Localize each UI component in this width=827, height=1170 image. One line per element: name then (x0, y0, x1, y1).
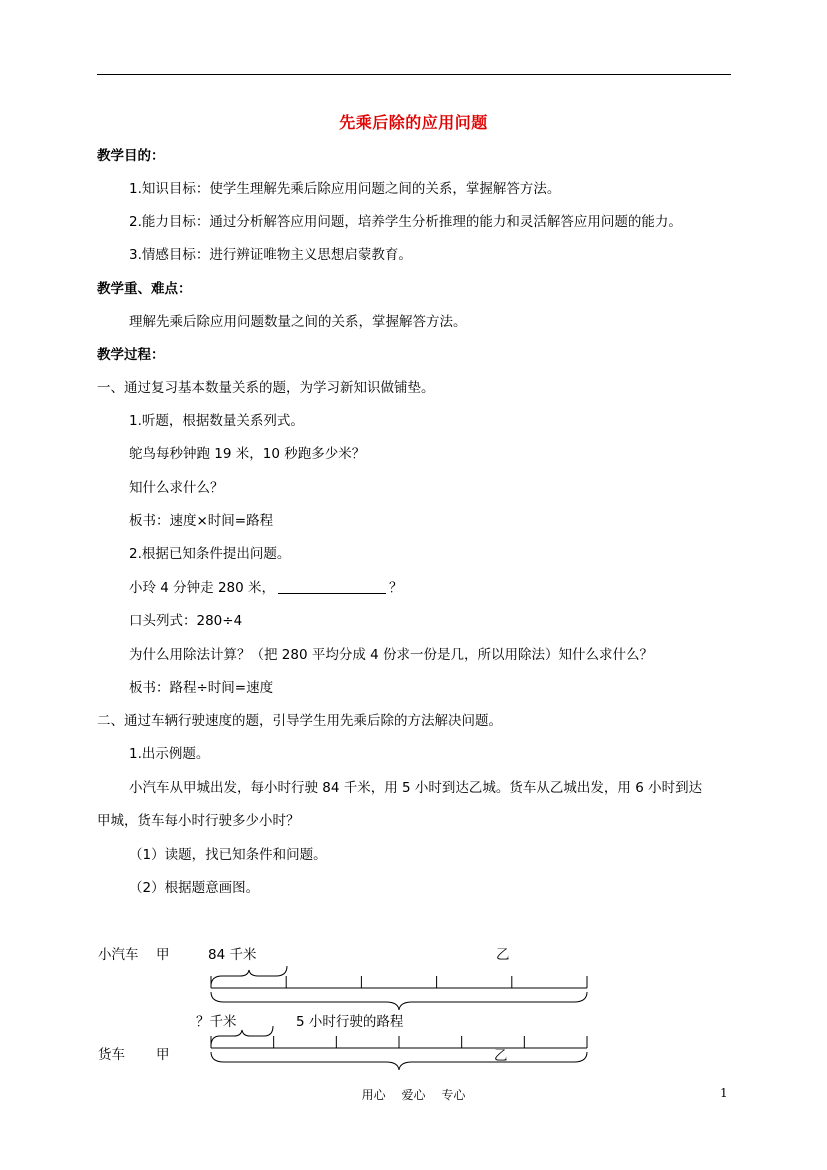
part1-why: 为什么用除法计算？（把 280 平均分成 4 份求一份是几，所以用除法）知什么求什么？ (129, 647, 654, 663)
part1-oral: 口头列式：280÷4 (129, 613, 243, 629)
car-total-brace (211, 992, 587, 1010)
page-title: 先乘后除的应用问题 (339, 113, 488, 132)
part1-heading: 一、通过复习基本数量关系的题，为学习新知识做铺垫。 (97, 380, 435, 396)
part2-step1: 1.出示例题。 (129, 746, 210, 762)
goal-heading: 教学目的： (97, 148, 165, 164)
car-segment-label: 84 千米 (208, 947, 257, 963)
part1-step2: 2.根据已知条件提出问题。 (129, 546, 291, 562)
truck-label: 货车 (98, 1047, 125, 1063)
truck-total-brace (211, 1052, 587, 1070)
part2-example-line1: 小汽车从甲城出发，每小时行驶 84 千米，用 5 小时到达乙城。货车从乙城出发，用 6 小时到达 (129, 780, 703, 796)
total-distance-label: 5 小时行驶的路程 (296, 1014, 404, 1030)
question2-text: 小玲 4 分钟走 280 米， (129, 580, 276, 596)
car-start-label: 甲 (156, 947, 170, 963)
part1-ask: 知什么求什么？ (129, 480, 224, 496)
car-end-label: 乙 (496, 947, 510, 963)
goal-ability: 2.能力目标：通过分析解答应用问题，培养学生分析推理的能力和灵活解答应用问题的能力。 (129, 214, 682, 230)
goal-emotion: 3.情感目标：进行辨证唯物主义思想启蒙教育。 (129, 247, 412, 263)
part2-substep1: （1）读题，找已知条件和问题。 (129, 847, 327, 863)
part1-step1: 1.听题，根据数量关系列式。 (129, 413, 304, 429)
truck-start-label: 甲 (156, 1047, 170, 1063)
footer-word-3: 专心 (441, 1088, 466, 1102)
truck-ticks (211, 1036, 587, 1048)
part2-heading: 二、通过车辆行驶速度的题，引导学生用先乘后除的方法解决问题。 (97, 713, 502, 729)
footer-word-2: 爱心 (401, 1088, 426, 1102)
truck-end-label: 乙 (494, 1048, 508, 1064)
process-heading: 教学过程： (97, 347, 165, 363)
car-ticks (211, 976, 587, 988)
part1-board2: 板书：路程÷时间=速度 (129, 680, 274, 696)
part1-board: 板书：速度×时间=路程 (129, 513, 274, 529)
question2-mark: ？ (389, 580, 403, 596)
part1-question: 鸵鸟每秒钟跑 19 米，10 秒跑多少米？ (129, 446, 366, 462)
part2-example-line2: 甲城，货车每小时行驶多少小时？ (97, 813, 300, 829)
truck-segment-brace (211, 1026, 273, 1046)
car-label: 小汽车 (98, 947, 139, 963)
car-segment-brace (211, 966, 287, 986)
key-text: 理解先乘后除应用问题数量之间的关系，掌握解答方法。 (129, 314, 467, 330)
page-footer (0, 1086, 827, 1103)
part2-substep2: （2）根据题意画图。 (129, 880, 260, 896)
footer-word-1: 用心 (361, 1088, 386, 1102)
page-number: 1 (720, 1086, 728, 1100)
key-heading: 教学重、难点： (97, 281, 192, 297)
goal-knowledge: 1.知识目标：使学生理解先乘后除应用问题之间的关系，掌握解答方法。 (129, 181, 561, 197)
truck-segment-label: ？千米 (196, 1014, 237, 1030)
